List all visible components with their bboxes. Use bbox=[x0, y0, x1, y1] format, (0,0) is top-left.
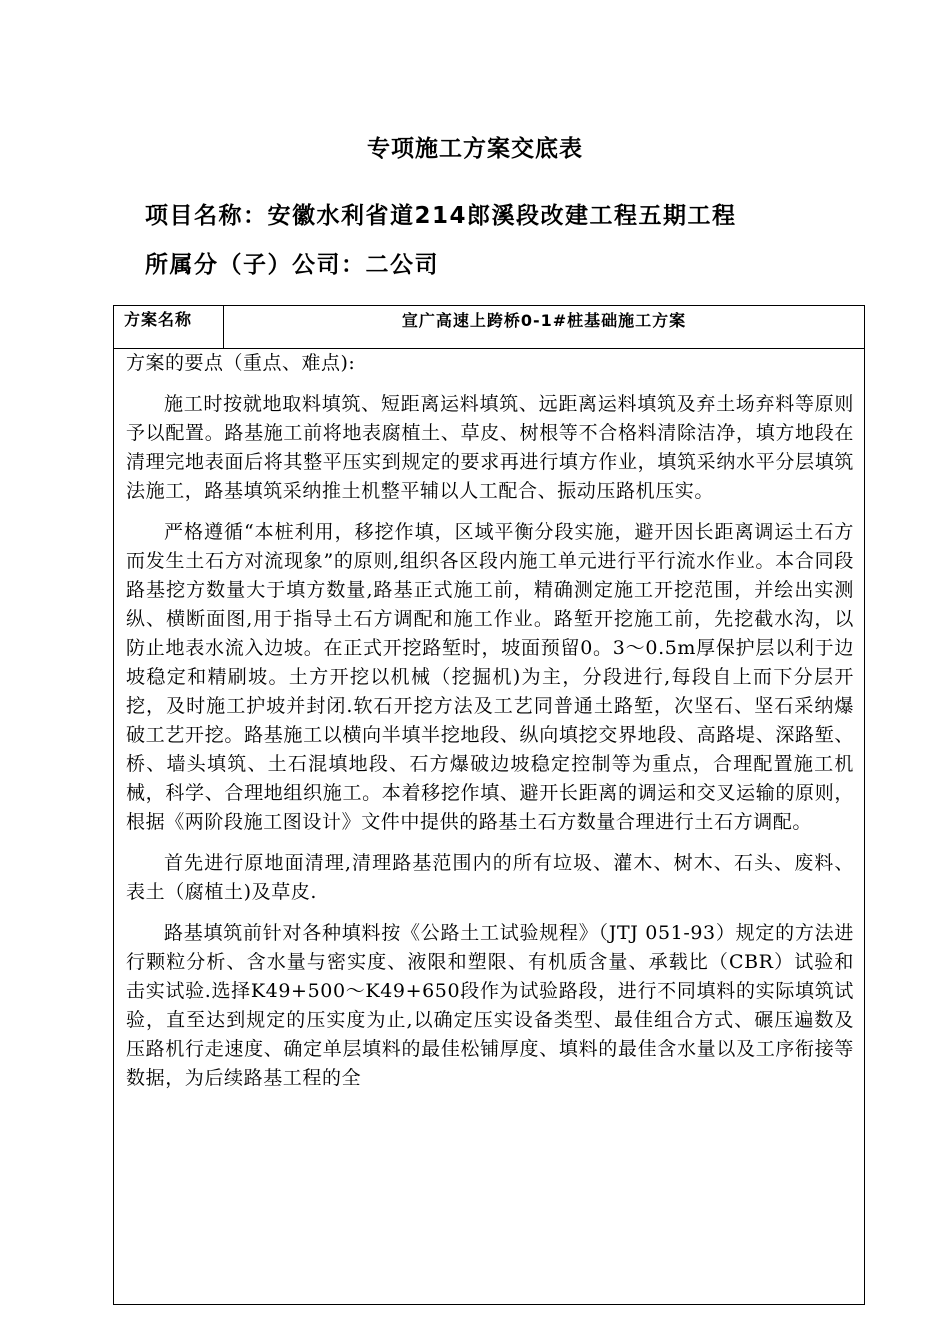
key-points-section bbox=[126, 349, 854, 1105]
paragraph-fill-testing: 路基填筑前针对各种填料按《公路土工试验规程》（JTJ 051-93）规定的方法进行颗粒分析、含水量与密实度、液限和塑限、有机质含量、承载比（CBR）试验和击实试验.选择K49+500～K49+650段作为试验路段，进行不同填料的实际填筑试验，直至达到规定的压实度为止,以确定压实设备类型、最佳组合方式、碾压遍数及压路机行走速度、确定单层填料的最佳松铺厚度、填料的最佳含水量以及工序衔接等数据，为后续路基工程的全 bbox=[126, 922, 854, 1089]
company-line: 所属分（子）公司：二公司 bbox=[145, 252, 439, 278]
scheme-name-label: 方案名称 bbox=[114, 306, 224, 348]
document-title: 专项施工方案交底表 bbox=[367, 136, 583, 162]
handover-table bbox=[113, 305, 865, 1305]
paragraph-ground-clearing: 首先进行原地面清理,清理路基范围内的所有垃圾、灌木、树木、石头、废料、表土（腐植土)及草皮. bbox=[126, 852, 854, 903]
scheme-name-value: 宣广高速上跨桥0-1#桩基础施工方案 bbox=[401, 311, 687, 330]
paragraph-excavation-principles: 严格遵循“本桩利用，移挖作填，区域平衡分段实施，避开因长距离调运土石方而发生土石方对流现象”的原则,组织各区段内施工单元进行平行流水作业。本合同段路基挖方数量大于填方数量,路基正式施工前，精确测定施工开挖范围，并绘出实测纵、横断面图,用于指导土石方调配和施工作业。路堑开挖施工前，先挖截水沟，以防止地表水流入边坡。在正式开挖路堑时，坡面预留0。3～0.5m厚保护层以利于边坡稳定和精刷坡。土方开挖以机械（挖掘机)为主，分段进行,每段自上而下分层开挖，及时施工护坡并封闭.软石开挖方法及工艺同普通土路堑，次坚石、坚石采纳爆破工艺开挖。路基施工以横向半填半挖地段、纵向填挖交界地段、高路堤、深路堑、桥、墙头填筑、土石混填地段、石方爆破边坡稳定控制等为重点，合理配置施工机械，科学、合理地组织施工。本着移挖作填、避开长距离的调运和交叉运输的原则，根据《两阶段施工图设计》文件中提供的路基土石方数量合理进行土石方调配。 bbox=[126, 521, 854, 833]
key-points-heading: 方案的要点（重点、难点): bbox=[126, 352, 356, 374]
project-name-line: 项目名称：安徽水利省道214郎溪段改建工程五期工程 bbox=[145, 203, 737, 229]
scheme-name-row bbox=[114, 306, 864, 349]
paragraph-filling-principles: 施工时按就地取料填筑、短距离运料填筑、远距离运料填筑及弃土场弃料等原则予以配置。路基施工前将地表腐植土、草皮、树根等不合格料清除洁净，填方地段在清理完地表面后将其整平压实到规定的要求再进行填方作业，填筑采纳水平分层填筑法施工，路基填筑采纳推土机整平辅以人工配合、振动压路机压实。 bbox=[126, 393, 854, 502]
